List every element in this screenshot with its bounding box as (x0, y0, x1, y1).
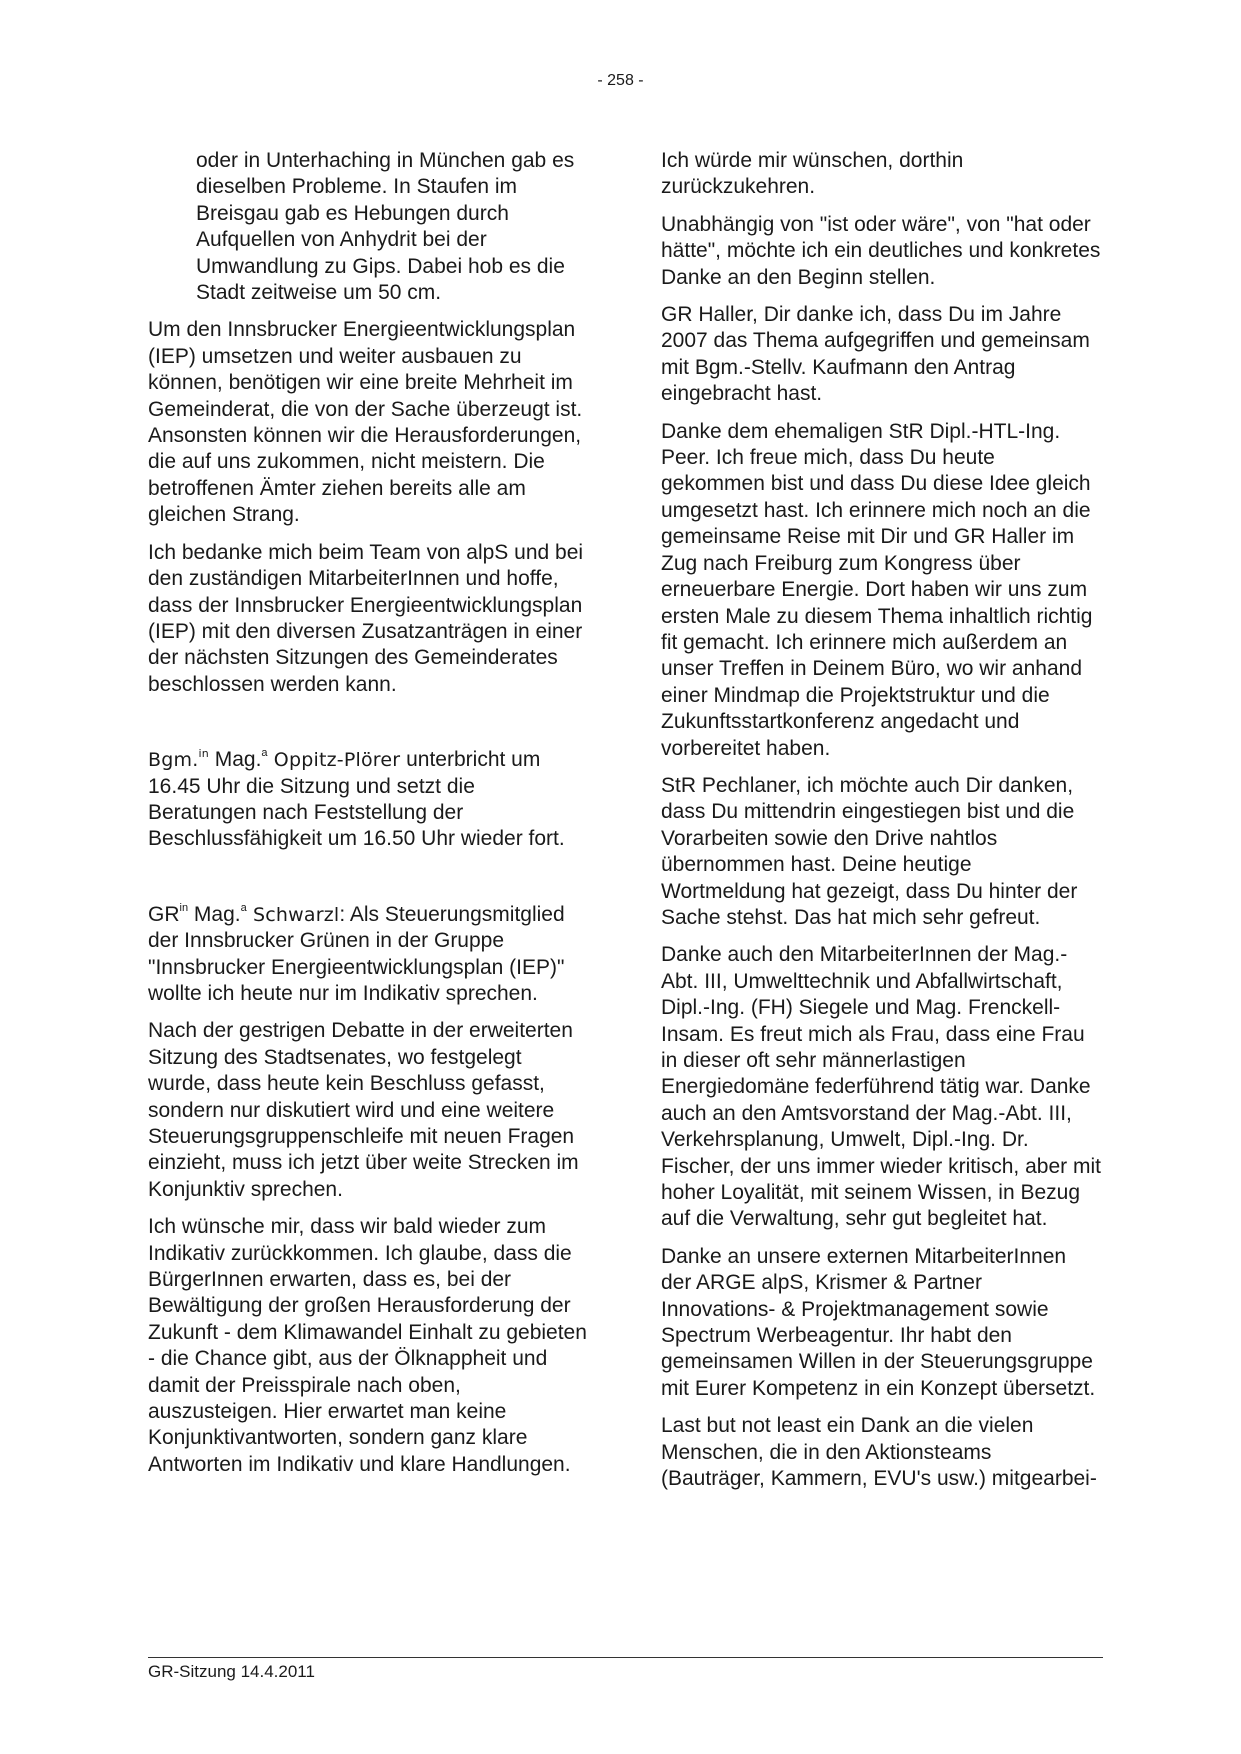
paragraph-text: unterbricht um 16.45 Uhr die Sitzung und setzt die Beratungen nach Feststellung der Beschlussfähigkeit um 16.50 Uhr wieder fort. (148, 748, 565, 851)
speaker-title-mag: Mag. (208, 748, 262, 772)
paragraph-indikativ: Ich wünsche mir, dass wir bald wieder zum Indikativ zurückkommen. Ich glaube, dass die BürgerInnen erwarten, dass es, bei der Bewältigung der großen Herausforderung der Zukunft - dem Klimawandel Einhalt zu gebieten - die Chance gibt, aus der Ölknappheit und damit der Preisspirale nach oben, auszusteigen. Hier erwartet man keine Konjunktivantworten, sondern ganz klare Antworten im Indikativ und klare Handlungen. (148, 1215, 587, 1476)
speaker-title: $GR^{in}$ (148, 901, 189, 926)
paragraph-danke-pechlaner: StR Pechlaner, ich möchte auch Dir danken, dass Du mittendrin eingestiegen bist und die Vorarbeiten sowie den Drive nahtlos übernommen hast. Deine heutige Wortmeldung hat gezeigt, dass Du hinter der Sache stehst. Das hat mich sehr gefreut. (661, 773, 1078, 929)
paragraph-staufen: oder in Unterhaching in München gab es dieselben Probleme. In Staufen im Breisgau gab es Hebungen durch Aufquellen von Anhydrit bei der Umwandlung zu Gips. Dabei hob es die Stadt zeitweise um 50 cm. (196, 149, 575, 305)
paragraph-text: : Als Steuerungsmitglied der Innsbrucker Grünen in der Gruppe "Innsbrucker Energieentwicklungsplan (IEP)" wollte ich heute nur im Indikativ sprechen. (148, 902, 565, 1005)
paragraph-iep-umsetzen: Um den Innsbrucker Energieentwicklungsplan (IEP) umsetzen und weiter ausbauen zu können, benötigen wir eine breite Mehrheit im Gemeinderat, die von der Sache überzeugt ist. Ansonsten können wir die Herausforderungen, die auf uns zukommen, nicht meistern. Die betroffenen Ämter ziehen bereits alle am gleichen Strang. (148, 318, 583, 527)
speaker-title: Bgm.$^{in}$ (148, 746, 209, 772)
page-number: - 258 - (597, 72, 644, 89)
paragraph-debatte: Nach der gestrigen Debatte in der erweiterten Sitzung des Stadtsenates, wo festgelegt wurde, dass heute kein Beschluss gefasst, sondern nur diskutiert wird und eine weitere Steuerungsgruppenschleife mit neuen Fragen einzieht, muss ich jetzt über weite Strecken im Konjunktiv sprechen. (148, 1019, 579, 1201)
speaker-name: Oppitz-Plörer (267, 749, 401, 772)
paragraph-danke-haller: GR Haller, Dir danke ich, dass Du im Jahre 2007 das Thema aufgegriffen und gemeinsam mit Bgm.-Stellv. Kaufmann den Antrag eingebracht hast. (661, 303, 1090, 406)
paragraph-last-but-not-least: Last but not least ein Dank an die vielen Menschen, die in den Aktionsteams (Bauträger, Kammern, EVU's usw.) mitgearbei- (661, 1414, 1097, 1491)
paragraph-danke-beginn: Unabhängig von "ist oder wäre", von "hat oder hätte", möchte ich ein deutliches und konkretes Danke an den Beginn stellen. (661, 212, 1101, 289)
paragraph-schwarzl-intro: $GR^{in}$ Mag.$^a$ Schwarzl: Als Steuerungsmitglied der Innsbrucker Grünen in der Gruppe "Innsbrucker Energieentwicklungsplan (IEP)" wollte ich heute nur im Indikativ sprechen. (148, 901, 565, 1005)
footer-divider (148, 1657, 1103, 1658)
left-column (148, 148, 588, 1489)
speaker-name: Schwarzl (246, 903, 340, 926)
paragraph-danke-peer: Danke dem ehemaligen StR Dipl.-HTL-Ing. Peer. Ich freue mich, dass Du heute gekommen bist und dass Du diese Idee gleich umgesetzt hast. Ich erinnere mich noch an die gemeinsame Reise mit Dir und GR Haller im Zug nach Freiburg zum Kongress über erneuerbare Energie. Dort haben wir uns zum ersten Male zu diesem Thema inhaltlich richtig fit gemacht. Ich erinnere mich außerdem an unser Treffen in Deinem Büro, wo wir anhand einer Mindmap die Projektstruktur und die Zukunftsstartkonferenz angedacht und vorbereitet haben. (661, 419, 1093, 760)
paragraph-danke-extern: Danke an unsere externen MitarbeiterInnen der ARGE alpS, Krismer & Partner Innovations- & Projektmanagement sowie Spectrum Werbeagentur. Ihr habt den gemeinsamen Willen in der Steuerungsgruppe mit Eurer Kompetenz in ein Konzept übersetzt. (661, 1244, 1096, 1400)
speaker-title-mag: Mag. (188, 902, 241, 926)
paragraph-bedanke: Ich bedanke mich beim Team von alpS und bei den zuständigen MitarbeiterInnen und hoffe, dass der Innsbrucker Energieentwicklungsplan (IEP) mit den diversen Zusatzanträgen in einer der nächsten Sitzungen des Gemeinderates beschlossen werden kann. (148, 540, 584, 696)
right-column (661, 148, 1101, 1504)
paragraph-sitzungsunterbrechung: Bgm.$^{in}$ Mag.$^a$ Oppitz-Plörer unterbricht um 16.45 Uhr die Sitzung und setzt die Beratungen nach Feststellung der Beschlussfähigkeit um 16.50 Uhr wieder fort. (148, 746, 565, 851)
paragraph-danke-mitarbeiter: Danke auch den MitarbeiterInnen der Mag.-Abt. III, Umwelttechnik und Abfallwirtschaft, Dipl.-Ing. (FH) Siegele und Mag. Frenckell-Insam. Es freut mich als Frau, dass eine Frau in dieser oft sehr männerlastigen Energiedomäne federführend tätig war. Danke auch an den Amtsvorstand der Mag.-Abt. III, Verkehrsplanung, Umwelt, Dipl.-Ing. Dr. Fischer, der uns immer wieder kritisch, aber mit hoher Loyalität, mit seinem Wissen, in Bezug auf die Verwaltung, sehr gut begleitet hat. (661, 943, 1101, 1231)
paragraph-zurueckkehren: Ich würde mir wünschen, dorthin zurückzukehren. (661, 149, 964, 199)
footer-session-label: GR-Sitzung 14.4.2011 (148, 1662, 315, 1681)
